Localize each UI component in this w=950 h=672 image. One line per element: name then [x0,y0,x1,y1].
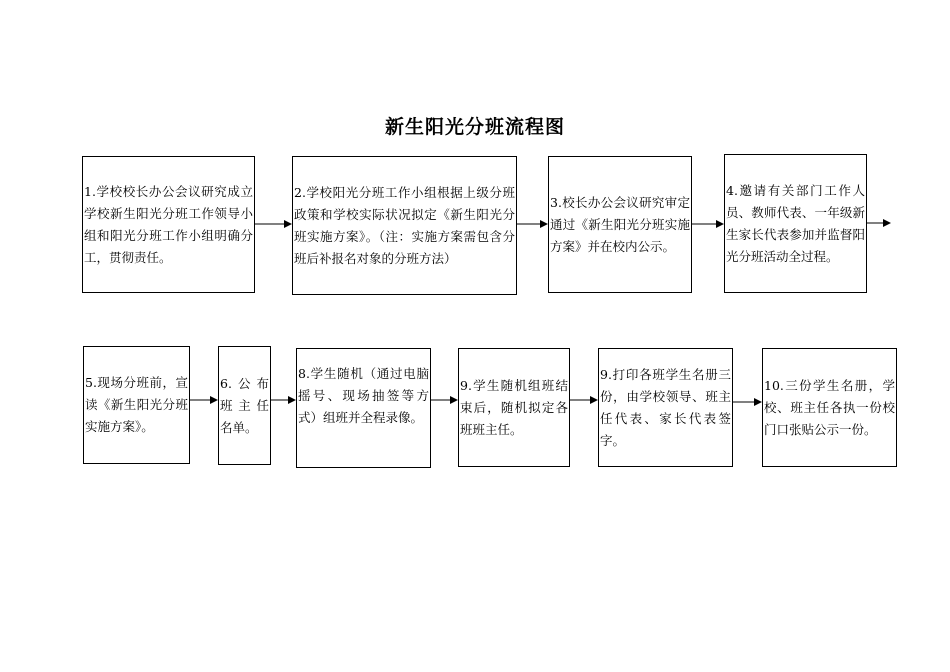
step-box-1 [82,156,255,293]
step-box-6 [218,346,271,465]
step-text-9a: 9.学生随机组班结束后，随机拟定各班班主任。 [460,377,568,437]
step-box-4 [724,154,867,293]
diagram-title: 新生阳光分班流程图 [384,116,565,138]
step-text-6: 6.公布班主任名单。 [220,375,269,435]
step-text-10: 10.三份学生名册，学校、班主任各执一份校门口张贴公示一份。 [764,377,895,437]
step-text-8: 8.学生随机（通过电脑摇号、现场抽签等方式）组班并全程录像。 [298,366,429,425]
step-box-3 [548,156,692,293]
step-box-2 [292,156,517,295]
step-text-5: 5.现场分班前，宣读《新生阳光分班实施方案》。 [85,375,188,434]
step-text-3: 3.校长办公会议研究审定通过《新生阳光分班实施方案》并在校内公示。 [550,194,690,254]
step-text-4: 4.邀请有关部门工作人员、教师代表、一年级新生家长代表参加并监督阳光分班活动全过程。 [726,182,865,264]
step-box-10 [762,348,897,467]
step-box-9b [598,348,733,467]
step-text-9b: 9.打印各班学生名册三份，由学校领导、班主任代表、家长代表签字。 [600,366,731,448]
step-text-1: 1.学校校长办公会议研究成立学校新生阳光分班工作领导小组和阳光分班工作小组明确分工，贯彻责任。 [84,183,253,265]
step-box-9a [458,348,570,467]
step-box-5 [83,346,190,464]
step-text-2: 2.学校阳光分班工作小组根据上级分班政策和学校实际状况拟定《新生阳光分班实施方案》。（注：实施方案需包含分班后补报名对象的分班方法） [294,184,515,266]
step-box-8 [296,348,431,468]
